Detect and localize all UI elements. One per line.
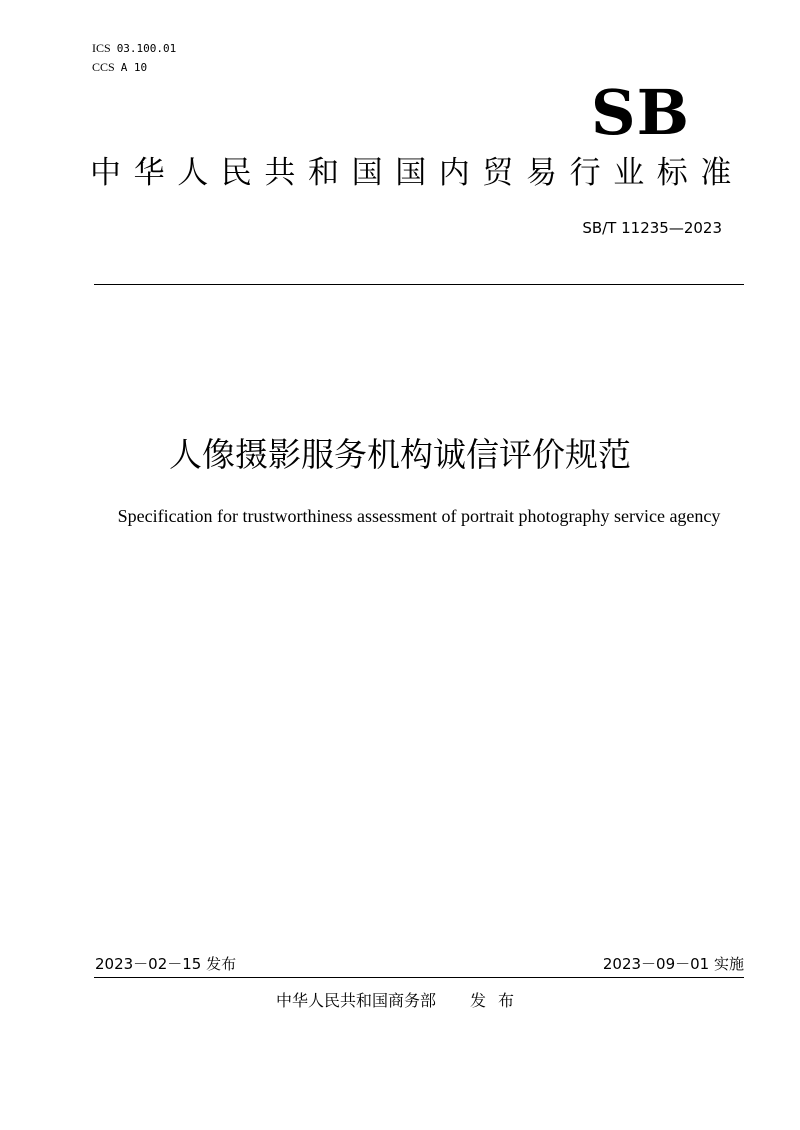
publisher-line: [276, 989, 526, 1013]
ccs-code: A 10: [120, 61, 148, 74]
ccs-line: [92, 59, 176, 78]
footer-divider: [94, 977, 744, 978]
document-title-english: Specification for trustworthiness assessment of portrait photography service agency: [117, 506, 721, 526]
release-date: 2023－02－15 发布: [95, 955, 237, 973]
ics-code: 03.100.01: [116, 42, 177, 55]
classification-codes: [92, 40, 176, 78]
publisher-name: 中华人民共和国商务部: [276, 991, 437, 1010]
ics-label: ICS: [92, 41, 111, 55]
sb-logo: SB: [590, 76, 690, 149]
ccs-label: CCS: [92, 60, 115, 74]
header-divider: [94, 284, 744, 285]
document-title-chinese: 人像摄影服务机构诚信评价规范: [169, 435, 631, 474]
implementation-date: 2023－09－01 实施: [602, 955, 744, 973]
issue-label: 发布: [470, 991, 527, 1010]
ics-line: [92, 40, 176, 59]
standard-number: SB/T 11235—2023: [582, 219, 722, 237]
standard-type-title: 中华人民共和国国内贸易行业标准: [90, 155, 744, 191]
